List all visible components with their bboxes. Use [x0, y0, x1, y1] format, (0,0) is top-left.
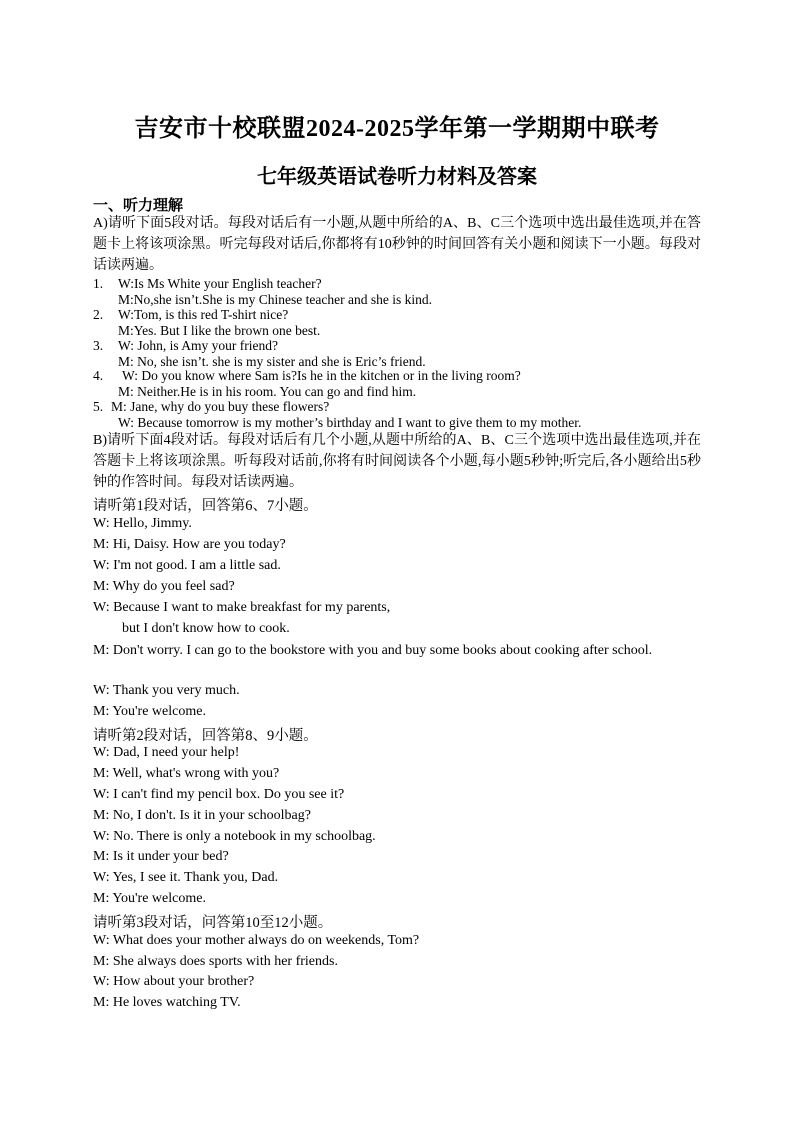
- dialogue-line: W: Thank you very much.: [93, 683, 240, 698]
- dialogue-line: M: Well, what's wrong with you?: [93, 766, 280, 781]
- item-number: 4.: [93, 368, 104, 383]
- dialogue-3-instructions: 请听第3段对话，问答第10至12小题。: [93, 915, 333, 931]
- dialogue-line: M: No, I don't. Is it in your schoolbag?: [93, 808, 311, 823]
- item-number: 1.: [93, 276, 104, 291]
- dialogue-line: M: He loves watching TV.: [93, 995, 241, 1010]
- item-answer: M:No,she isn’t.She is my Chinese teacher and she is kind.: [118, 292, 432, 307]
- part-b-instructions: B)请听下面4段对话。每段对话后有几个小题,从题中所给的A、B、C三个选项中选出最佳选项,并在答题卡上将该项涂黑。听每段对话前,你将有时间阅读各个小题,每小题5秒钟;听完后,各小题给出5秒钟的作答时间。每段对话读两遍。: [93, 433, 701, 490]
- part-a-item: [93, 307, 320, 339]
- dialogue-line: W: Because I want to make breakfast for my parents,: [93, 600, 391, 615]
- dialogue-line: W: What does your mother always do on weekends, Tom?: [93, 933, 420, 948]
- dialogue-line: but I don't know how to cook.: [122, 621, 290, 636]
- dialogue-line: M: She always does sports with her friends.: [93, 954, 338, 969]
- item-number: 2.: [93, 307, 104, 322]
- part-a-item: [93, 399, 581, 431]
- item-question: W:Is Ms White your English teacher?: [118, 276, 322, 291]
- section-heading: 一、听力理解: [93, 198, 184, 214]
- item-number: 5.: [93, 399, 104, 414]
- dialogue-line: W: I'm not good. I am a little sad.: [93, 558, 281, 573]
- part-a-item: [93, 276, 432, 308]
- dialogue-2-instructions: 请听第2段对话，回答第8、9小题。: [93, 728, 318, 744]
- dialogue-line: W: No. There is only a notebook in my schoolbag.: [93, 829, 376, 844]
- document-subtitle: 七年级英语试卷听力材料及答案: [257, 166, 537, 188]
- dialogue-1-instructions: 请听第1段对话，回答第6、7小题。: [93, 498, 318, 514]
- dialogue-line-wrapped: [93, 640, 699, 661]
- part-a-item: [93, 368, 521, 400]
- dialogue-line: W: Yes, I see it. Thank you, Dad.: [93, 870, 279, 885]
- document-title: 吉安市十校联盟2024-2025学年第一学期期中联考: [134, 116, 660, 142]
- dialogue-line: M: Is it under your bed?: [93, 849, 229, 864]
- item-answer: M: No, she isn’t. she is my sister and she is Eric’s friend.: [118, 354, 426, 369]
- part-a-instructions: A)请听下面5段对话。每段对话后有一小题,从题中所给的A、B、C三个选项中选出最佳选项,并在答题卡上将该项涂黑。听完每段对话后,你都将有10秒钟的时间回答有关小题和阅读下一小题。每段对话读两遍。: [93, 216, 701, 273]
- item-question: M: Jane, why do you buy these flowers?: [111, 399, 330, 414]
- item-answer: M: Neither.He is in his room. You can go and find him.: [118, 384, 417, 399]
- dialogue-line-text: M: Don't worry. I can go to the bookstore with you and buy some books about cooking after school.: [93, 643, 653, 658]
- dialogue-line: W: How about your brother?: [93, 974, 255, 989]
- item-question: W: John, is Amy your friend?: [118, 338, 278, 353]
- dialogue-line: M: You're welcome.: [93, 704, 206, 719]
- item-question: W:Tom, is this red T-shirt nice?: [118, 307, 289, 322]
- item-answer: M:Yes. But I like the brown one best.: [118, 323, 321, 338]
- dialogue-line: M: Hi, Daisy. How are you today?: [93, 537, 286, 552]
- item-number: 3.: [93, 338, 104, 353]
- item-question: W: Do you know where Sam is?Is he in the kitchen or in the living room?: [122, 368, 521, 383]
- dialogue-line: W: Hello, Jimmy.: [93, 516, 192, 531]
- part-a-item: [93, 338, 426, 370]
- dialogue-line: M: You're welcome.: [93, 891, 206, 906]
- dialogue-line: W: I can't find my pencil box. Do you see it?: [93, 787, 345, 802]
- item-answer: W: Because tomorrow is my mother’s birthday and I want to give them to my mother.: [118, 415, 582, 430]
- dialogue-line: M: Why do you feel sad?: [93, 579, 235, 594]
- dialogue-line: W: Dad, I need your help!: [93, 745, 240, 760]
